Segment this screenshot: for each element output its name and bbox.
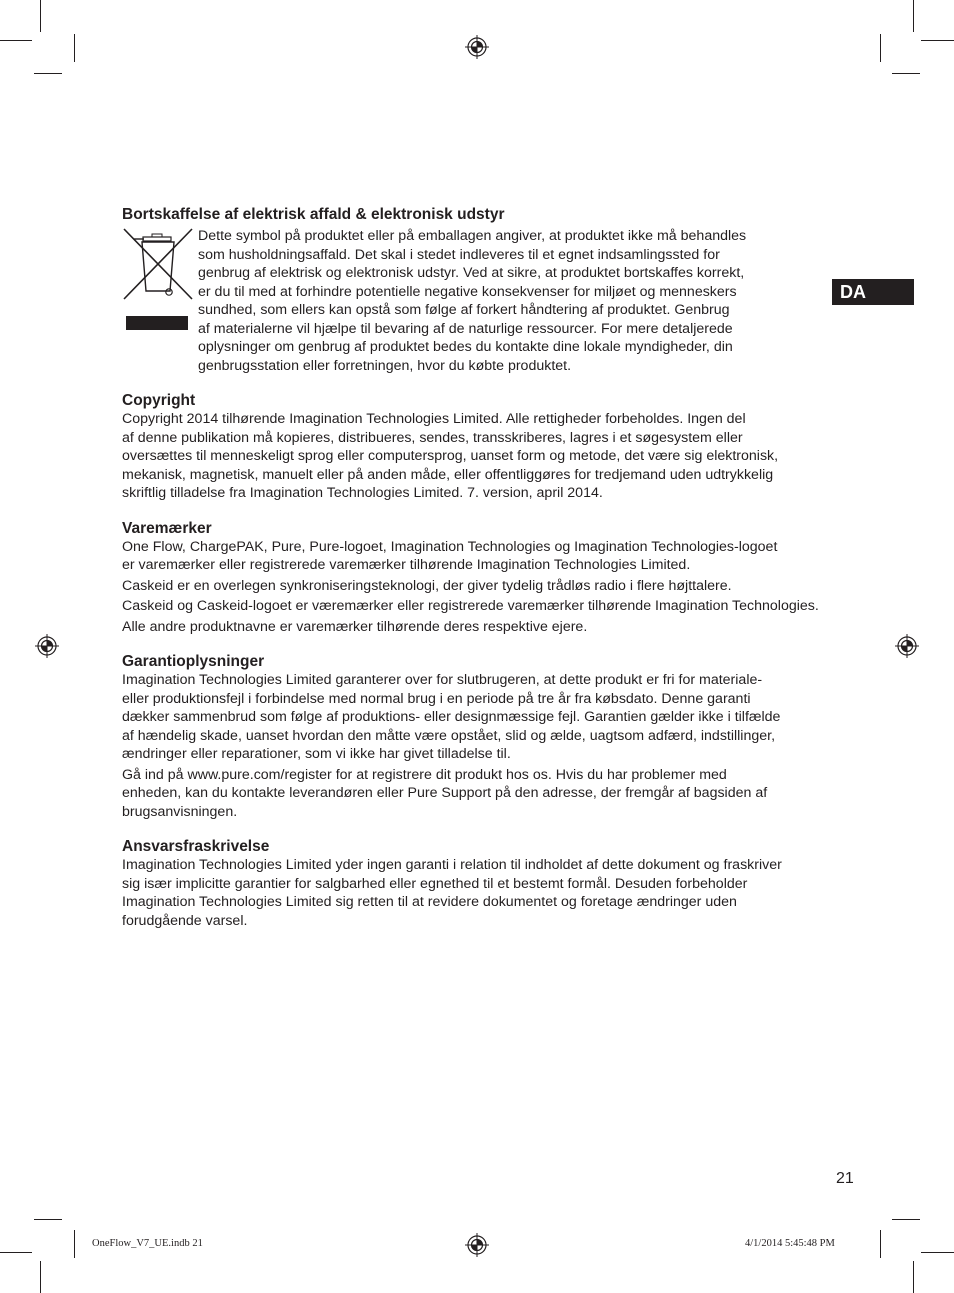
text-line: Caskeid og Caskeid-logoet er væremærker eller registrerede varemærker tilhørende Imagination Technologies. — [122, 598, 819, 614]
slug-filename: OneFlow_V7_UE.indb 21 — [92, 1238, 203, 1249]
section-copyright — [122, 391, 822, 503]
paragraph — [122, 766, 822, 822]
text-line: Copyright 2014 tilhørende Imagination Technologies Limited. Alle rettigheder forbeholdes. Ingen del — [122, 411, 746, 427]
section-disclaimer — [122, 837, 822, 930]
text-line: oversættes til menneskeligt sprog eller computersprog, uanset form og metode, det være sig elektronisk, — [122, 448, 779, 464]
text-line: er varemærker eller registrerede varemærker tilhørende Imagination Technologies Limited. — [122, 557, 691, 573]
text-line: som husholdningsaffald. Det skal i stedet indleveres til et egnet indsamlingssted for — [198, 246, 720, 263]
text-line: Gå ind på www.pure.com/register for at registrere dit produkt hos os. Hvis du har problemer med — [122, 766, 727, 783]
registration-mark-icon — [465, 35, 489, 59]
text-line: mekanisk, magnetisk, manuelt eller på anden måde, eller offentliggøres for tredjemand uden udtrykkelig — [122, 466, 774, 483]
registration-mark-icon — [35, 634, 59, 658]
crop-mark — [0, 1252, 32, 1253]
paragraph — [122, 538, 822, 575]
text-line: Imagination Technologies Limited sig retten til at revidere dokumentet og foretage ændringer uden — [122, 894, 737, 910]
text-line: af hændelig skade, uanset hvordan den måtte være opstået, slid og ælde, uagtsom adfærd, indstillinger, — [122, 727, 776, 744]
paragraph — [122, 671, 822, 764]
crop-mark — [880, 1230, 881, 1258]
crop-mark — [892, 73, 920, 74]
crop-mark — [40, 0, 41, 32]
text-line: er du til med at forhindre potentielle negative konsekvenser for miljøet og menneskers — [198, 283, 737, 300]
language-tab: DA — [832, 279, 914, 305]
registration-mark-icon — [465, 1233, 489, 1257]
crop-mark — [921, 1252, 954, 1253]
crop-mark — [913, 1261, 914, 1293]
paragraph — [122, 577, 822, 596]
text-line: Imagination Technologies Limited yder ingen garanti i relation til indholdet af dette dokument og fraskriver — [122, 857, 782, 873]
section-title: Bortskaffelse af elektrisk affald & elektronisk udstyr — [122, 206, 505, 223]
crop-mark — [921, 40, 954, 41]
text-line: skriftlig tilladelse fra Imagination Technologies Limited. 7. version, april 2014. — [122, 485, 603, 501]
crop-mark — [34, 73, 62, 74]
paragraph — [122, 618, 822, 637]
crop-mark — [892, 1219, 920, 1220]
section-title: Varemærker — [122, 519, 212, 537]
slug-timestamp: 4/1/2014 5:45:48 PM — [745, 1238, 835, 1249]
crop-mark — [0, 40, 32, 41]
page-content — [122, 205, 822, 930]
crop-mark — [913, 0, 914, 32]
paragraph — [122, 597, 822, 616]
section-trademarks — [122, 519, 822, 637]
crop-mark — [880, 34, 881, 62]
section-title: Ansvarsfraskrivelse — [122, 838, 270, 855]
text-line: Alle andre produktnavne er varemærker tilhørende deres respektive ejere. — [122, 618, 588, 635]
text-line: enheden, kan du kontakte leverandøren eller Pure Support på den adresse, der fremgår af bagsiden af — [122, 785, 768, 801]
text-line: Dette symbol på produktet eller på emballagen angiver, at produktet ikke må behandles — [198, 228, 747, 244]
text-line: forudgående varsel. — [122, 912, 248, 929]
crossed-out-wheelie-bin-icon — [122, 227, 194, 335]
section-title: Garantioplysninger — [122, 653, 265, 670]
text-line: Caskeid er en overlegen synkroniseringsteknologi, der giver tydelig trådløs radio i flere højttalere. — [122, 577, 732, 594]
text-line: af denne publikation må kopieres, distribueres, sendes, transskriberes, lagres i et søgesystem eller — [122, 429, 743, 446]
text-line: dækker sammenbrud som følge af produktions- eller designmæssige fejl. Garantien gælder ikke i tilfælde — [122, 709, 781, 725]
text-line: Imagination Technologies Limited garanterer over for slutbrugeren, at dette produkt er fri for materiale- — [122, 672, 763, 688]
page-number: 21 — [836, 1170, 854, 1187]
text-line: af materialerne vil hjælpe til bevaring af de naturlige ressourcer. For mere detaljerede — [198, 320, 733, 337]
crop-mark — [74, 34, 75, 62]
text-line: genbrugsstation eller forretningen, hvor du købte produktet. — [198, 357, 572, 374]
section-title: Copyright — [122, 392, 196, 409]
crop-mark — [34, 1219, 62, 1220]
text-line: ændringer eller reparationer, som vi ikke har givet tilladelse til. — [122, 746, 511, 762]
text-line: oplysninger om genbrug af produktet bedes du kontakte dine lokale myndigheder, din — [198, 339, 733, 355]
registration-mark-icon — [895, 634, 919, 658]
text-line: sig især implicitte garantier for salgbarhed eller egnethed til et bestemt formål. Desuden forbeholder — [122, 875, 748, 892]
text-line: brugsanvisningen. — [122, 803, 238, 820]
text-line: One Flow, ChargePAK, Pure, Pure-logoet, Imagination Technologies og Imagination Technologies-logoet — [122, 538, 778, 555]
text-line: sundhed, som ellers kan opstå som følge af forkert håndtering af produktet. Genbrug — [198, 302, 730, 318]
section-warranty — [122, 652, 822, 821]
weee-symbol — [122, 227, 198, 337]
text-line: eller produktionsfejl i forbindelse med normal brug i en periode på tre år fra købsdato. Denne garanti — [122, 690, 751, 707]
crop-mark — [40, 1261, 41, 1293]
crop-mark — [74, 1230, 75, 1258]
section-weee — [122, 205, 822, 375]
text-line: genbrug af elektrisk og elektronisk udstyr. Ved at sikre, at produktet bortskaffes korrekt, — [198, 265, 745, 281]
